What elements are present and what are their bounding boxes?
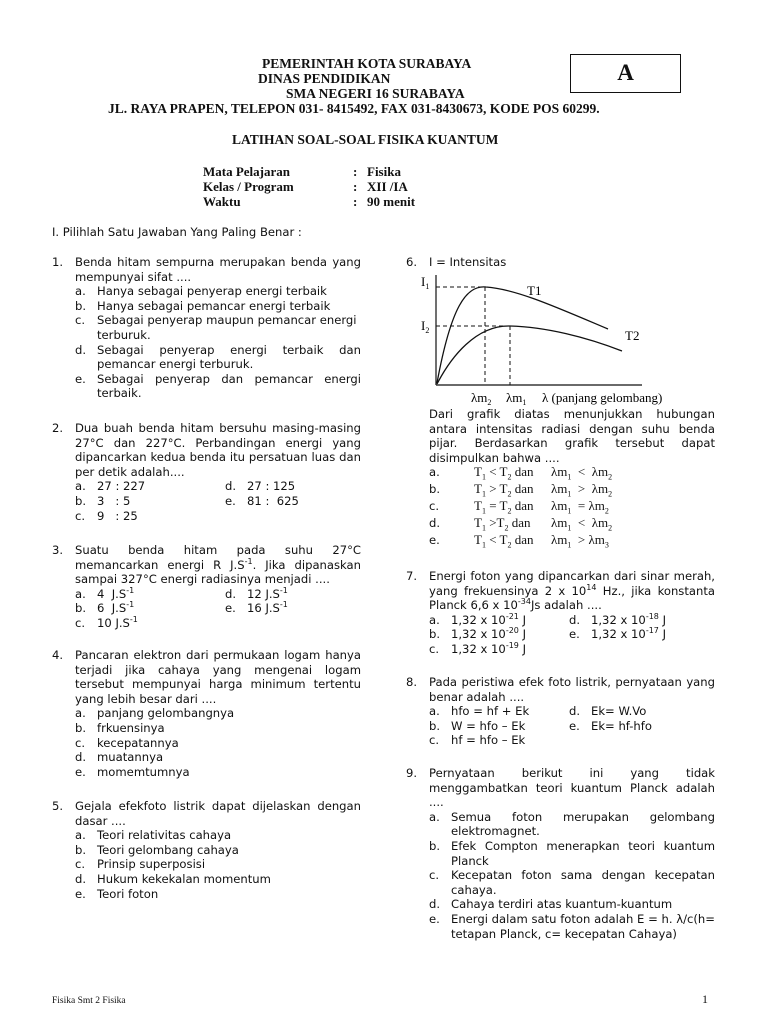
intensity-wavelength-graph xyxy=(406,267,706,405)
option-a: a. panjang gelombangnya xyxy=(75,706,235,721)
option-e: e. Ek= hf-hfo xyxy=(569,718,652,733)
label-t1: T1 xyxy=(527,283,542,298)
option-a: a. $T_1 < T_2$ dan $\lambda m_1 < \lambda m_2$ xyxy=(429,464,613,482)
label-lambda-m2: $\lambda m_2$ xyxy=(471,390,492,407)
option-b: b. 6 $J.S^{-1}$ xyxy=(75,600,135,616)
option-a: a. 27 : 227 xyxy=(75,479,146,494)
option-d: d. Hukum kekekalan momentum xyxy=(75,871,271,886)
header-department: DINAS PENDIDIKAN xyxy=(258,71,391,86)
option-b: b. 3 : 5 xyxy=(75,493,131,508)
question-text: Dua buah benda hitam bersuhu masing-masing 27°C dan 227°C. Perbandingan energi yang dipancarkan kedua benda itu persatuan luas dan per detik adalah.... xyxy=(75,421,361,479)
option-e: e. Sebagai penyerap dan pemancar energi terbaik. xyxy=(75,371,361,401)
option-b: b. Hanya sebagai pemancar energi terbaik xyxy=(75,298,331,313)
question-8: 8. Pada peristiwa efek foto listrik, pernyataan yang benar adalah .... a. hfo = hf + Ek d. Ek= W.Vo b. W = hfo – Ek e. Ek= hf-hfo c. hf = hfo – Ek xyxy=(406,675,715,748)
option-e: e. $T_1 < T_2$ dan $\lambda m_1 > \lambda m_3$ xyxy=(429,531,609,550)
question-7: 7. Energi foton yang dipancarkan dari sinar merah, yang frekuensinya 2 x $10^{14}$ Hz., jika konstanta Planck 6,6 x $10^{-34}Js$ adalah .... a. 1,32 x $10^{-21}$ J d. 1,32 x $10^{-18}$ J b. 1,32 x $10^{-20}$ J e. 1,32 x $10^{-17}$ J c. 1,32 x $10^{-19}$ J xyxy=(406,569,715,656)
option-c: c. kecepatannya xyxy=(75,735,179,750)
option-e: e. 1,32 x $10^{-17}$ J xyxy=(569,626,666,642)
exam-version-box: A xyxy=(570,54,681,93)
label-lambda-m1: $\lambda m_1$ xyxy=(506,390,527,407)
option-e: e. Teori foton xyxy=(75,886,159,901)
option-a: a. Semua foton merupakan gelombang elektromagnet. xyxy=(429,809,715,839)
option-e: e. 16 $J.S^{-1}$ xyxy=(225,600,288,616)
curve-t2 xyxy=(437,326,622,384)
question-text: Pancaran elektron dari permukaan logam hanya terjadi jika cahaya yang mengenai logam tersebut mempunyai harga minimum tertentu yang lebih besar dari .... xyxy=(75,648,361,706)
option-b: b. $T_1 > T_2$ dan $\lambda m_1 > \lambda m_2$ xyxy=(429,481,613,499)
option-d: d. 1,32 x $10^{-18}$ J xyxy=(569,611,666,627)
option-c: c. $T_1 = T_2$ dan $\lambda m_1 = \lambda m_2$ xyxy=(429,497,609,516)
header-government: PEMERINTAH KOTA SURABAYA xyxy=(262,56,472,71)
header-address: JL. RAYA PRAPEN, TELEPON 031- 8415492, FAX 031-8430673, KODE POS 60299. xyxy=(108,101,600,116)
option-e: e. Energi dalam satu foton adalah E = h. λ/c(h= tetapan Planck, c= kecepatan Cahaya) xyxy=(429,911,715,941)
option-b: b. Teori gelombang cahaya xyxy=(75,842,239,857)
info-class: Kelas / Program : XII /IA xyxy=(203,179,408,194)
label-x-axis: λ (panjang gelombang) xyxy=(542,390,663,405)
option-a: a. 1,32 x $10^{-21}$ J xyxy=(429,611,526,627)
section-instruction: I. Pilihlah Satu Jawaban Yang Paling Benar : xyxy=(52,225,302,239)
question-9: 9. Pernyataan berikut ini yang tidak menggambatkan teori kuantum Planck adalah .... a. Semua foton merupakan gelombang elektromagnet. b. Efek Compton menerapkan teori kuantum Planck c. Kecepatan foton sama dengan kecepatan cahaya. d. Cahaya terdiri atas kuantum-kuantum e. Energi dalam satu foton adalah E = h. λ/c(h= tetapan Planck, c= kecepatan Cahaya) xyxy=(406,766,715,941)
page-title: LATIHAN SOAL-SOAL FISIKA KUANTUM xyxy=(232,132,499,147)
option-d: d. Sebagai penyerap energi terbaik dan pemancar energi terburuk. xyxy=(75,342,361,372)
option-d: d. 27 : 125 xyxy=(225,479,296,494)
option-e: e. momemtumnya xyxy=(75,764,190,779)
curve-t1 xyxy=(437,287,608,383)
question-text: Pada peristiwa efek foto listrik, pernyataan yang benar adalah .... xyxy=(429,675,715,704)
question-text: Dari grafik diatas menunjukkan hubungan antara intensitas radiasi dengan suhu benda pijar. Berdasarkan grafik tersebut dapat disimpulkan bahwa .... xyxy=(429,407,715,465)
option-d: d. 12 $J.S^{-1}$ xyxy=(225,585,288,601)
option-c: c. Sebagai penyerap maupun pemancar energi terburuk. xyxy=(75,313,357,342)
page-number: 1 xyxy=(702,992,708,1006)
info-time: Waktu : 90 menit xyxy=(203,194,416,209)
option-d: d. $T_1 >T_2$ dan $\lambda m_1 < \lambda m_2$ xyxy=(429,514,613,533)
option-c: c. hf = hfo – Ek xyxy=(429,733,526,748)
option-a: a. 4 $J.S^{-1}$ xyxy=(75,585,135,601)
question-3: 3. Suatu benda hitam pada suhu 27°C memancarkan energi R $J.S^{-1}$. Jika dipanaskan sampai 327°C energi radiasinya menjadi .... a. 4 $J.S^{-1}$ d. 12 $J.S^{-1}$ b. 6 $J.S^{-1}$ e. 16 $J.S^{-1}$ c. 10 $J.S^{-1}$ xyxy=(52,543,361,630)
option-d: d. Ek= W.Vo xyxy=(569,704,647,719)
question-text: Gejala efekfoto listrik dapat dijelaskan dengan dasar .... xyxy=(75,799,361,828)
option-e: e. 81 : 625 xyxy=(225,493,299,508)
option-d: d. muatannya xyxy=(75,750,164,765)
header-school: SMA NEGERI 16 SURABAYA xyxy=(286,86,465,101)
question-text: Energi foton yang dipancarkan dari sinar merah, yang frekuensinya 2 x $10^{14}$ Hz., jika konstanta Planck 6,6 x $10^{-34}Js$ adalah .... xyxy=(429,569,715,613)
option-a: a. hfo = hf + Ek xyxy=(429,704,530,719)
option-a: a. Teori relativitas cahaya xyxy=(75,828,232,843)
question-heading: I = Intensitas xyxy=(429,255,507,269)
info-subject: Mata Pelajaran : Fisika xyxy=(203,164,401,179)
option-b: b. 1,32 x $10^{-20}$ J xyxy=(429,626,526,642)
question-2: 2. Dua buah benda hitam bersuhu masing-masing 27°C dan 227°C. Perbandingan energi yang dipancarkan kedua benda itu persatuan luas dan per detik adalah.... a. 27 : 227 d. 27 : 125 b. 3 : 5 e. 81 : 625 c. 9 : 25 xyxy=(52,421,361,523)
question-4: 4. Pancaran elektron dari permukaan logam hanya terjadi jika cahaya yang mengenai logam tersebut mempunyai harga minimum tertentu yang lebih besar dari .... a. panjang gelombangnya b. frkuensinya c. kecepatannya d. muatannya e. momemtumnya xyxy=(52,648,361,779)
option-b: b. frkuensinya xyxy=(75,720,165,735)
option-c: c. Kecepatan foton sama dengan kecepatan cahaya. xyxy=(429,868,715,897)
option-a: a. Hanya sebagai penyerap energi terbaik xyxy=(75,284,327,299)
footer-subject: Fisika Smt 2 Fisika xyxy=(52,996,126,1006)
question-1: 1. Benda hitam sempurna merupakan benda yang mempunyai sifat .... a. Hanya sebagai penyerap energi terbaik b. Hanya sebagai pemancar energi terbaik c. Sebagai penyerap maupun pemancar energi terburuk. d. Sebagai penyerap energi terbaik dan pemancar energi terburuk. e. Sebagai penyerap dan pemancar energi terbaik. xyxy=(52,255,361,401)
option-b: b. Efek Compton menerapkan teori kuantum Planck xyxy=(429,838,715,868)
option-b: b. W = hfo – Ek xyxy=(429,718,526,733)
option-c: c. 1,32 x $10^{-19}$ J xyxy=(429,641,526,656)
label-i2: $I_2$ xyxy=(421,318,430,335)
option-c: c. 9 : 25 xyxy=(75,508,138,523)
question-6: 6. I = Intensitas $I_1$ $I_2$ T1 T2 $\lambda m_2$ $\lambda m_1$ λ (panjang gelombang) Dari grafik diatas menunjukkan hubungan antara intensitas radiasi dengan suhu benda pijar. Berdasarkan grafik tersebut dapat disimpulkan bahwa .... a. $T_1 < T_2$ dan $\lambda m_1 < \lambda m_2$ b. $T_1 > T_2$ dan $\lambda m_1 > \lambda m_2$ c. $T_1 = T_2$ dan $\lambda m_1 = \lambda m_2$ d. $T_1 >T_2$ dan $\lambda m_1 < \lambda m_2$ e. $T_1 < T_2$ dan $\lambda m_1 > \lambda m_3$ xyxy=(406,255,715,550)
question-text: Suatu benda hitam pada suhu 27°C memancarkan energi R $J.S^{-1}$. Jika dipanaskan sampai 327°C energi radiasinya menjadi .... xyxy=(75,543,361,587)
label-i1: $I_1$ xyxy=(421,274,430,291)
question-text: Pernyataan berikut ini yang tidak menggambatkan teori kuantum Planck adalah .... xyxy=(429,766,715,810)
option-d: d. Cahaya terdiri atas kuantum-kuantum xyxy=(429,897,673,912)
option-c: c. 10 $J.S^{-1}$ xyxy=(75,615,138,630)
option-c: c. Prinsip superposisi xyxy=(75,857,206,872)
label-t2: T2 xyxy=(625,328,640,343)
question-5: 5. Gejala efekfoto listrik dapat dijelaskan dengan dasar .... a. Teori relativitas cahaya b. Teori gelombang cahaya c. Prinsip superposisi d. Hukum kekekalan momentum e. Teori foton xyxy=(52,799,361,901)
question-text: Benda hitam sempurna merupakan benda yang mempunyai sifat .... xyxy=(75,255,361,284)
